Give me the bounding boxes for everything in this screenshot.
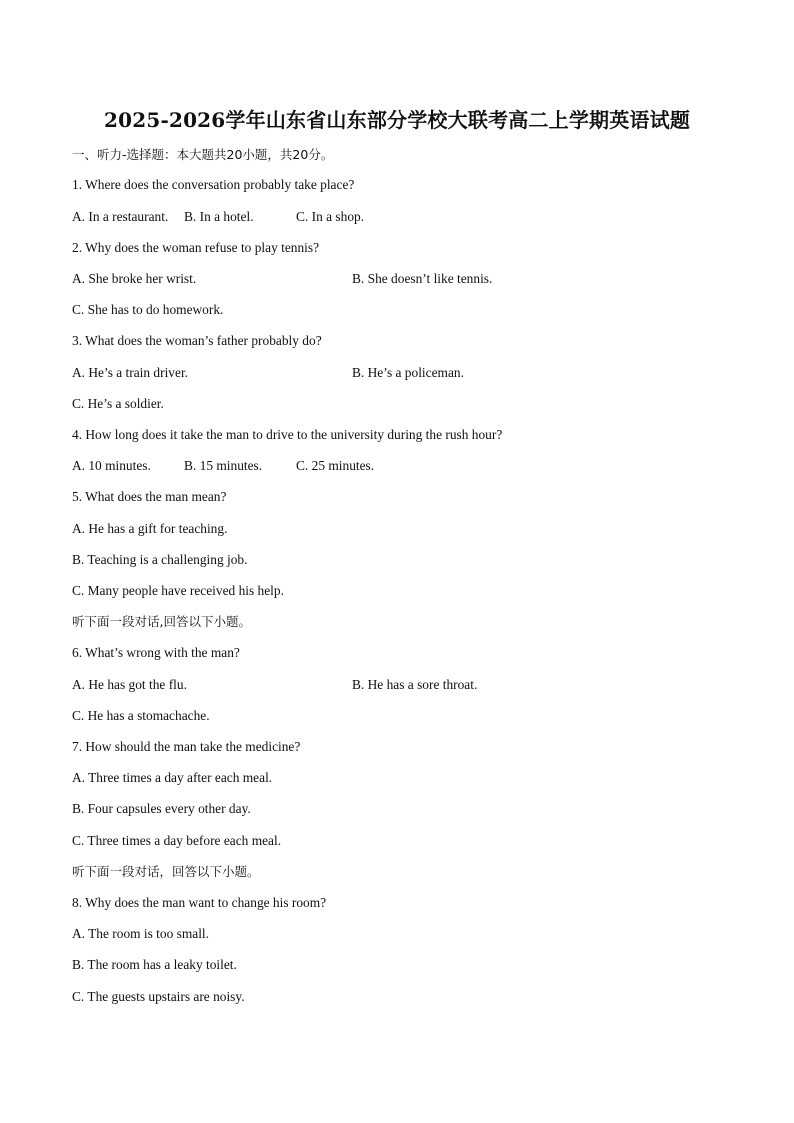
question-6-option-a: A. He has got the flu. xyxy=(72,677,187,692)
question-4-stem: 4. How long does it take the man to drive to the university during the rush hour? xyxy=(72,427,503,442)
listening-instruction: 听下面一段对话,回答以下小题。 xyxy=(72,614,251,629)
question-7-option-c: C. Three times a day before each meal. xyxy=(72,833,282,848)
question-7-option-b: B. Four capsules every other day. xyxy=(72,801,251,816)
question-8-option-a: A. The room is too small. xyxy=(72,926,209,941)
question-8-stem: 8. Why does the man want to change his room? xyxy=(72,895,327,910)
question-8-option-c: C. The guests upstairs are noisy. xyxy=(72,989,245,1004)
question-2-option-c: C. She has to do homework. xyxy=(72,302,224,317)
question-4-option-b: B. 15 minutes. xyxy=(184,458,263,473)
question-1-option-a: A. In a restaurant. xyxy=(72,209,169,224)
question-7-stem: 7. How should the man take the medicine? xyxy=(72,739,301,754)
question-2-option-b: B. She doesn’t like tennis. xyxy=(352,271,493,286)
question-7-option-a: A. Three times a day after each meal. xyxy=(72,770,273,785)
question-1-stem: 1. Where does the conversation probably take place? xyxy=(72,177,355,192)
question-3-option-c: C. He’s a soldier. xyxy=(72,396,164,411)
question-1-option-c: C. In a shop. xyxy=(296,209,365,224)
question-3-option-b: B. He’s a policeman. xyxy=(352,365,464,380)
page-title: 2025-2026学年山东省山东部分学校大联考高二上学期英语试题 xyxy=(103,108,691,132)
question-1-option-b: B. In a hotel. xyxy=(184,209,254,224)
section-heading: 一、听力-选择题：本大题共20小题，共20分。 xyxy=(72,147,334,162)
question-3-option-a: A. He’s a train driver. xyxy=(72,365,189,380)
question-4-option-c: C. 25 minutes. xyxy=(296,458,375,473)
question-2-option-a: A. She broke her wrist. xyxy=(72,271,197,286)
question-3-stem: 3. What does the woman’s father probably do? xyxy=(72,333,322,348)
question-6-option-b: B. He has a sore throat. xyxy=(352,677,478,692)
question-5-stem: 5. What does the man mean? xyxy=(72,489,227,504)
question-5-option-a: A. He has a gift for teaching. xyxy=(72,521,228,536)
question-6-stem: 6. What’s wrong with the man? xyxy=(72,645,240,660)
question-8-option-b: B. The room has a leaky toilet. xyxy=(72,957,237,972)
listening-instruction: 听下面一段对话，回答以下小题。 xyxy=(72,864,260,879)
question-2-stem: 2. Why does the woman refuse to play tennis? xyxy=(72,240,320,255)
question-5-option-b: B. Teaching is a challenging job. xyxy=(72,552,248,567)
question-4-option-a: A. 10 minutes. xyxy=(72,458,151,473)
question-5-option-c: C. Many people have received his help. xyxy=(72,583,284,598)
question-6-option-c: C. He has a stomachache. xyxy=(72,708,210,723)
